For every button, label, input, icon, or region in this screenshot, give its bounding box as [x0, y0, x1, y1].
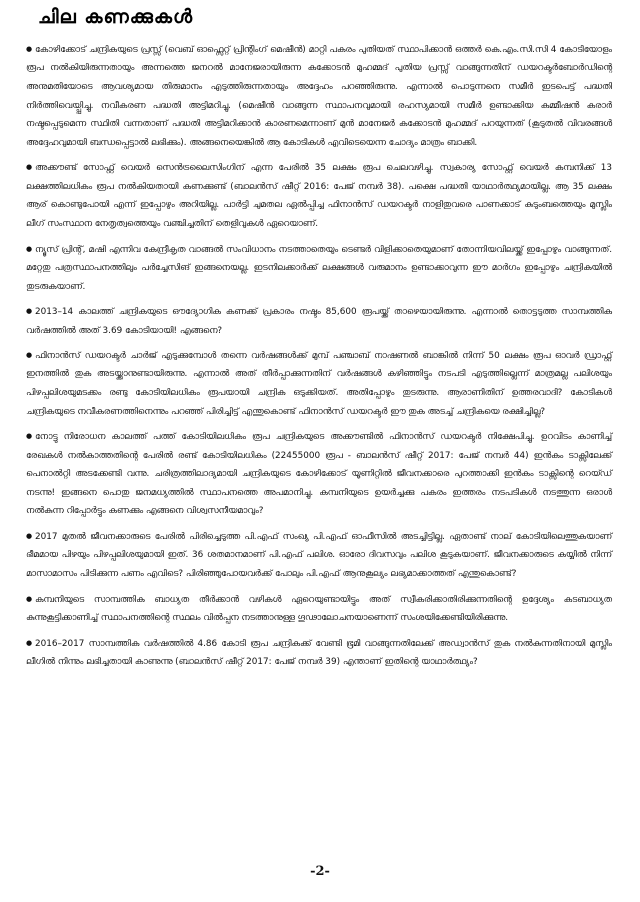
paragraph-6 — [26, 427, 612, 521]
bullet-icon: ● — [26, 638, 33, 647]
paragraph-text: 2016–2017 സാമ്പത്തിക വർഷത്തിൽ 4.86 കോടി രൂപ ചന്ദ്രികക്ക് വേണ്ടി ഭൂമി വാങ്ങുന്നതിലേക്ക് അഡ്വാൻസ് തുക നൽകുന്നതിനായി മുസ്ലിം ലീഗിൽ നിന്നും ലഭിച്ചതായി കാണുന്നു (ബാലൻസ് ഷീറ്റ് 2017: പേജ് നമ്പർ 39) എന്താണ് ഇതിന്റെ യാഥാർത്ഥ്യം? — [26, 638, 612, 667]
document-body — [26, 40, 612, 678]
bullet-icon: ● — [26, 432, 33, 441]
paragraph-4 — [26, 302, 612, 340]
paragraph-2 — [26, 158, 612, 233]
paragraph-text: കമ്പനിയുടെ സാമ്പത്തിക ബാധ്യത തീർക്കാൻ വഴികൾ ഏറെയുണ്ടായിട്ടും അത് സ്വീകരിക്കാതിരിക്കുന്നതിന്റെ ഉദ്ദേശ്യം കടബാധ്യത കുന്നുകൂട്ടിക്കാണിച്ച് സ്ഥാപനത്തിന്റെ സ്ഥലം വിൽപ്പന നടത്താനുള്ള ഗൂഢാലോചനയാണെന്ന് സംശയിക്കേണ്ടിയിരിക്കുന്നു. — [26, 594, 612, 623]
paragraph-9 — [26, 634, 612, 672]
paragraph-text: 2017 മുതൽ ജീവനക്കാരുടെ പേരിൽ പിരിച്ചെടുത്ത പി.എഫ് സംഖ്യ പി.എഫ് ഓഫീസിൽ അടച്ചിട്ടില്ല. ഏതാണ്ട് നാല് കോടിയിലെത്തുകയാണ് ഭീമമായ പിഴയും പിഴപ്പലിശയുമായി ഇത്. 36 ശതമാനമാണ് പി.എഫ് പലിശ. ഓരോ ദിവസവും പലിശ കൂടുകയാണ്. ജീവനക്കാരുടെ കയ്യിൽ നിന്ന് മാസാമാസം പിടിക്കുന്ന പണം എവിടെ? പിരിഞ്ഞുപോയവർക്ക് പോലും പി.എഫ് ആനുകൂല്യം ലഭ്യമാക്കാത്തത് എന്തുകൊണ്ട്? — [26, 531, 612, 580]
bullet-icon: ● — [26, 45, 33, 53]
paragraph-8 — [26, 590, 612, 628]
bullet-icon: ● — [26, 594, 33, 603]
paragraph-text: നോട്ടു നിരോധന കാലത്ത് പത്ത് കോടിയിലധികം രൂപ ചന്ദ്രികയുടെ അക്കൗണ്ടിൽ ഫിനാൻസ് ഡയറക്ടർ നിക്ഷേപിച്ചു. ഉറവിടം കാണിച്ച് രേഖകൾ നൽകാത്തതിന്റെ പേരിൽ രണ്ട് കോടിയിലധികം (22455000 രൂപ - ബാലൻസ് ഷീറ്റ് 2017: പേജ് നമ്പർ 44) ഇൻകം ടാക്സിലേക്ക് പെനാൽറ്റി അടക്കേണ്ടി വന്നു. ചരിത്രത്തിലാദ്യമായി ചന്ദ്രികയുടെ കോഴിക്കോട് യൂണിറ്റിൽ ജീവനക്കാരെ പുറത്താക്കി ഇൻകം ടാക്സിന്റെ റെയ്ഡ് നടന്നു! ഇങ്ങനെ പൊതു ജനമധ്യത്തിൽ സ്ഥാപനത്തെ അപമാനിച്ചു. കമ്പനിയുടെ ഉയർച്ചക്കു പകരം ഇത്തരം നടപടികൾ നടത്തുന്ന ഒരാൾ നൽകുന്ന റിപ്പോർട്ടും കണക്കും എങ്ങനെ വിശ്വസനീയമാവും? — [26, 432, 612, 517]
paragraph-text: കോഴിക്കോട് ചന്ദ്രികയുടെ പ്രസ്സ് (വെബ് ഓഫ്സെറ്റ് പ്രിന്റിംഗ് മെഷീൻ) മാറ്റി പകരം പുതിയത് സ്ഥാപിക്കാൻ ഒത്തർ കെ.എം.സി.സി 4 കോടിയോളം രൂപ നൽകിയിരുന്നതായും അന്നത്തെ ജനറൽ മാനേജരായിരുന്ന കക്കോടൻ മുഹമ്മദ് പുതിയ പ്രസ്സ് വാങ്ങുന്നതിന് ഡയറക്ടർബോർഡിന്റെ അനുമതിയോടെ ആവശ്യമായ തിരുമാനം എടുത്തിരുന്നതായും അദ്ദേഹം പറഞ്ഞിരുന്നു. എന്നാൽ പൊടുന്നനെ സമീർ ഇടപെട്ട് പദ്ധതി നിർത്തിവെയ്പ്പിച്ചു. നവീകരണ പദ്ധതി അട്ടിമറിച്ചു. (മെഷീൻ വാങ്ങുന്ന സ്ഥാപനവുമായി രഹസ്യമായി സമീർ ഉണ്ടാക്കിയ കമ്മീഷൻ കരാർ നഷ്ടപ്പെടുമെന്ന സ്ഥിതി വന്നതാണ് പദ്ധതി അട്ടിമറിക്കാൻ കാരണമെന്നാണ് മുൻ മാനേജർ കക്കോടൻ മുഹമ്മദ് പറയുന്നത് (കൂടുതൽ വിവരങ്ങൾ അദ്ദേഹവുമായി ബന്ധപ്പെട്ടാൽ ലഭിക്കും). അങ്ങനെയെങ്കിൽ ആ കോടികൾ എവിടെയെന്ന ചോദ്യം മാത്രം ബാക്കി. — [26, 44, 612, 148]
bullet-icon: ● — [26, 532, 33, 541]
page-number: -2- — [310, 864, 330, 879]
paragraph-text: അക്കൗണ്ട് സോഫ്റ്റ് വെയർ സെൻട്രലൈസിംഗിന് എന്ന പേരിൽ 35 ലക്ഷം രൂപ ചെലവഴിച്ചു. സ്വകാര്യ സോഫ്റ്റ് വെയർ കമ്പനിക്ക് 13 ലക്ഷത്തിലധികം രൂപ നൽകിയതായി കണക്കുണ്ട് (ബാലൻസ് ഷീറ്റ് 2016: പേജ് നമ്പർ 38). പക്ഷെ പദ്ധതി യാഥാർത്ഥ്യമായില്ല. ആ 35 ലക്ഷം ആര് കൊണ്ടുപോയി എന്ന് ഇപ്പോഴും അറിയില്ല. പാർട്ടി ചുമതല ഏൽപ്പിച്ച ഫിനാൻസ് ഡയറക്ടർ നാളിതുവരെ പാണക്കാട് കുടുംബത്തെയും മുസ്ലിം ലീഗ് സംസ്ഥാന നേതൃത്വത്തെയും വഞ്ചിച്ചതിന് തെളിവുകൾ ഏറെയാണ്. — [26, 163, 612, 229]
paragraph-3 — [26, 240, 612, 297]
paragraph-text: ന്യൂസ് പ്രിന്റ്, മഷി എന്നിവ കേന്ദ്രീകൃത വാങ്ങൽ സംവിധാനം നടത്താതെയും ടെണ്ടർ വിളിക്കാതെയുമാണ് തോന്നിയവിലയ്ക്ക് ഇപ്പോഴും വാങ്ങുന്നത്. മറ്റേതു പത്രസ്ഥാപനത്തിലും പർച്ചേസിങ് ഇങ്ങനെയല്ല. ഇടനിലക്കാർക്ക് ലക്ഷങ്ങൾ വരുമാനം ഉണ്ടാക്കാവുന്ന ഈ മാർഗം ഇപ്പോഴും ചന്ദ്രികയിൽ തുടരുകയാണ്. — [26, 244, 612, 292]
bullet-icon: ● — [26, 307, 33, 316]
paragraph-text: ഫിനാൻസ് ഡയറക്ടർ ചാർജ് എടുക്കുമ്പോൾ തന്നെ വർഷങ്ങൾക്ക് മുമ്പ് പഞ്ചാബ് നാഷണൽ ബാങ്കിൽ നിന്ന് 50 ലക്ഷം രൂപ ഓവർ ഡ്രാഫ്റ്റ് ഇനത്തിൽ തുക അടയ്ക്കാനുണ്ടായിരുന്നു. എന്നാൽ അത് തീർപ്പാക്കുന്നതിന് വർഷങ്ങൾ കഴിഞ്ഞിട്ടും നടപടി എടുത്തില്ലെന്ന് മാത്രമല്ല പലിശയും പിഴപ്പലിശയുമടക്കം രണ്ടു കോടിയിലധികം രൂപയായി ചന്ദ്രിക ഒടുക്കിയത്. അതിപ്പോഴും തുടരുന്നു. ആരാണിതിന് ഉത്തരവാദി? കോടികൾ ചന്ദ്രികയുടെ നവീകരണത്തിനെന്നും പറഞ്ഞ് പിരിച്ചിട്ട് എന്തുകൊണ്ട് ഫിനാൻസ് ഡയറക്ടർ ഈ തുക അടച്ച് ചന്ദ്രികയെ രക്ഷിച്ചില്ല? — [26, 350, 612, 417]
bullet-icon: ● — [26, 351, 33, 360]
bullet-icon: ● — [26, 163, 33, 172]
page-title: ചില കണക്കുകൾ — [38, 6, 194, 28]
paragraph-text: 2013–14 കാലത്ത് ചന്ദ്രികയുടെ ഔദ്യോഗിക കണക്ക് പ്രകാരം നഷ്ടം 85,600 രൂപയ്ക്ക് താഴെയായിരുന്നു. എന്നാൽ തൊട്ടടുത്ത സാമ്പത്തിക വർഷത്തിൽ അത് 3.69 കോടിയായി! എങ്ങനെ? — [26, 306, 612, 336]
paragraph-1 — [26, 40, 612, 152]
paragraph-5 — [26, 346, 612, 421]
paragraph-7 — [26, 527, 612, 584]
bullet-icon: ● — [26, 244, 33, 253]
